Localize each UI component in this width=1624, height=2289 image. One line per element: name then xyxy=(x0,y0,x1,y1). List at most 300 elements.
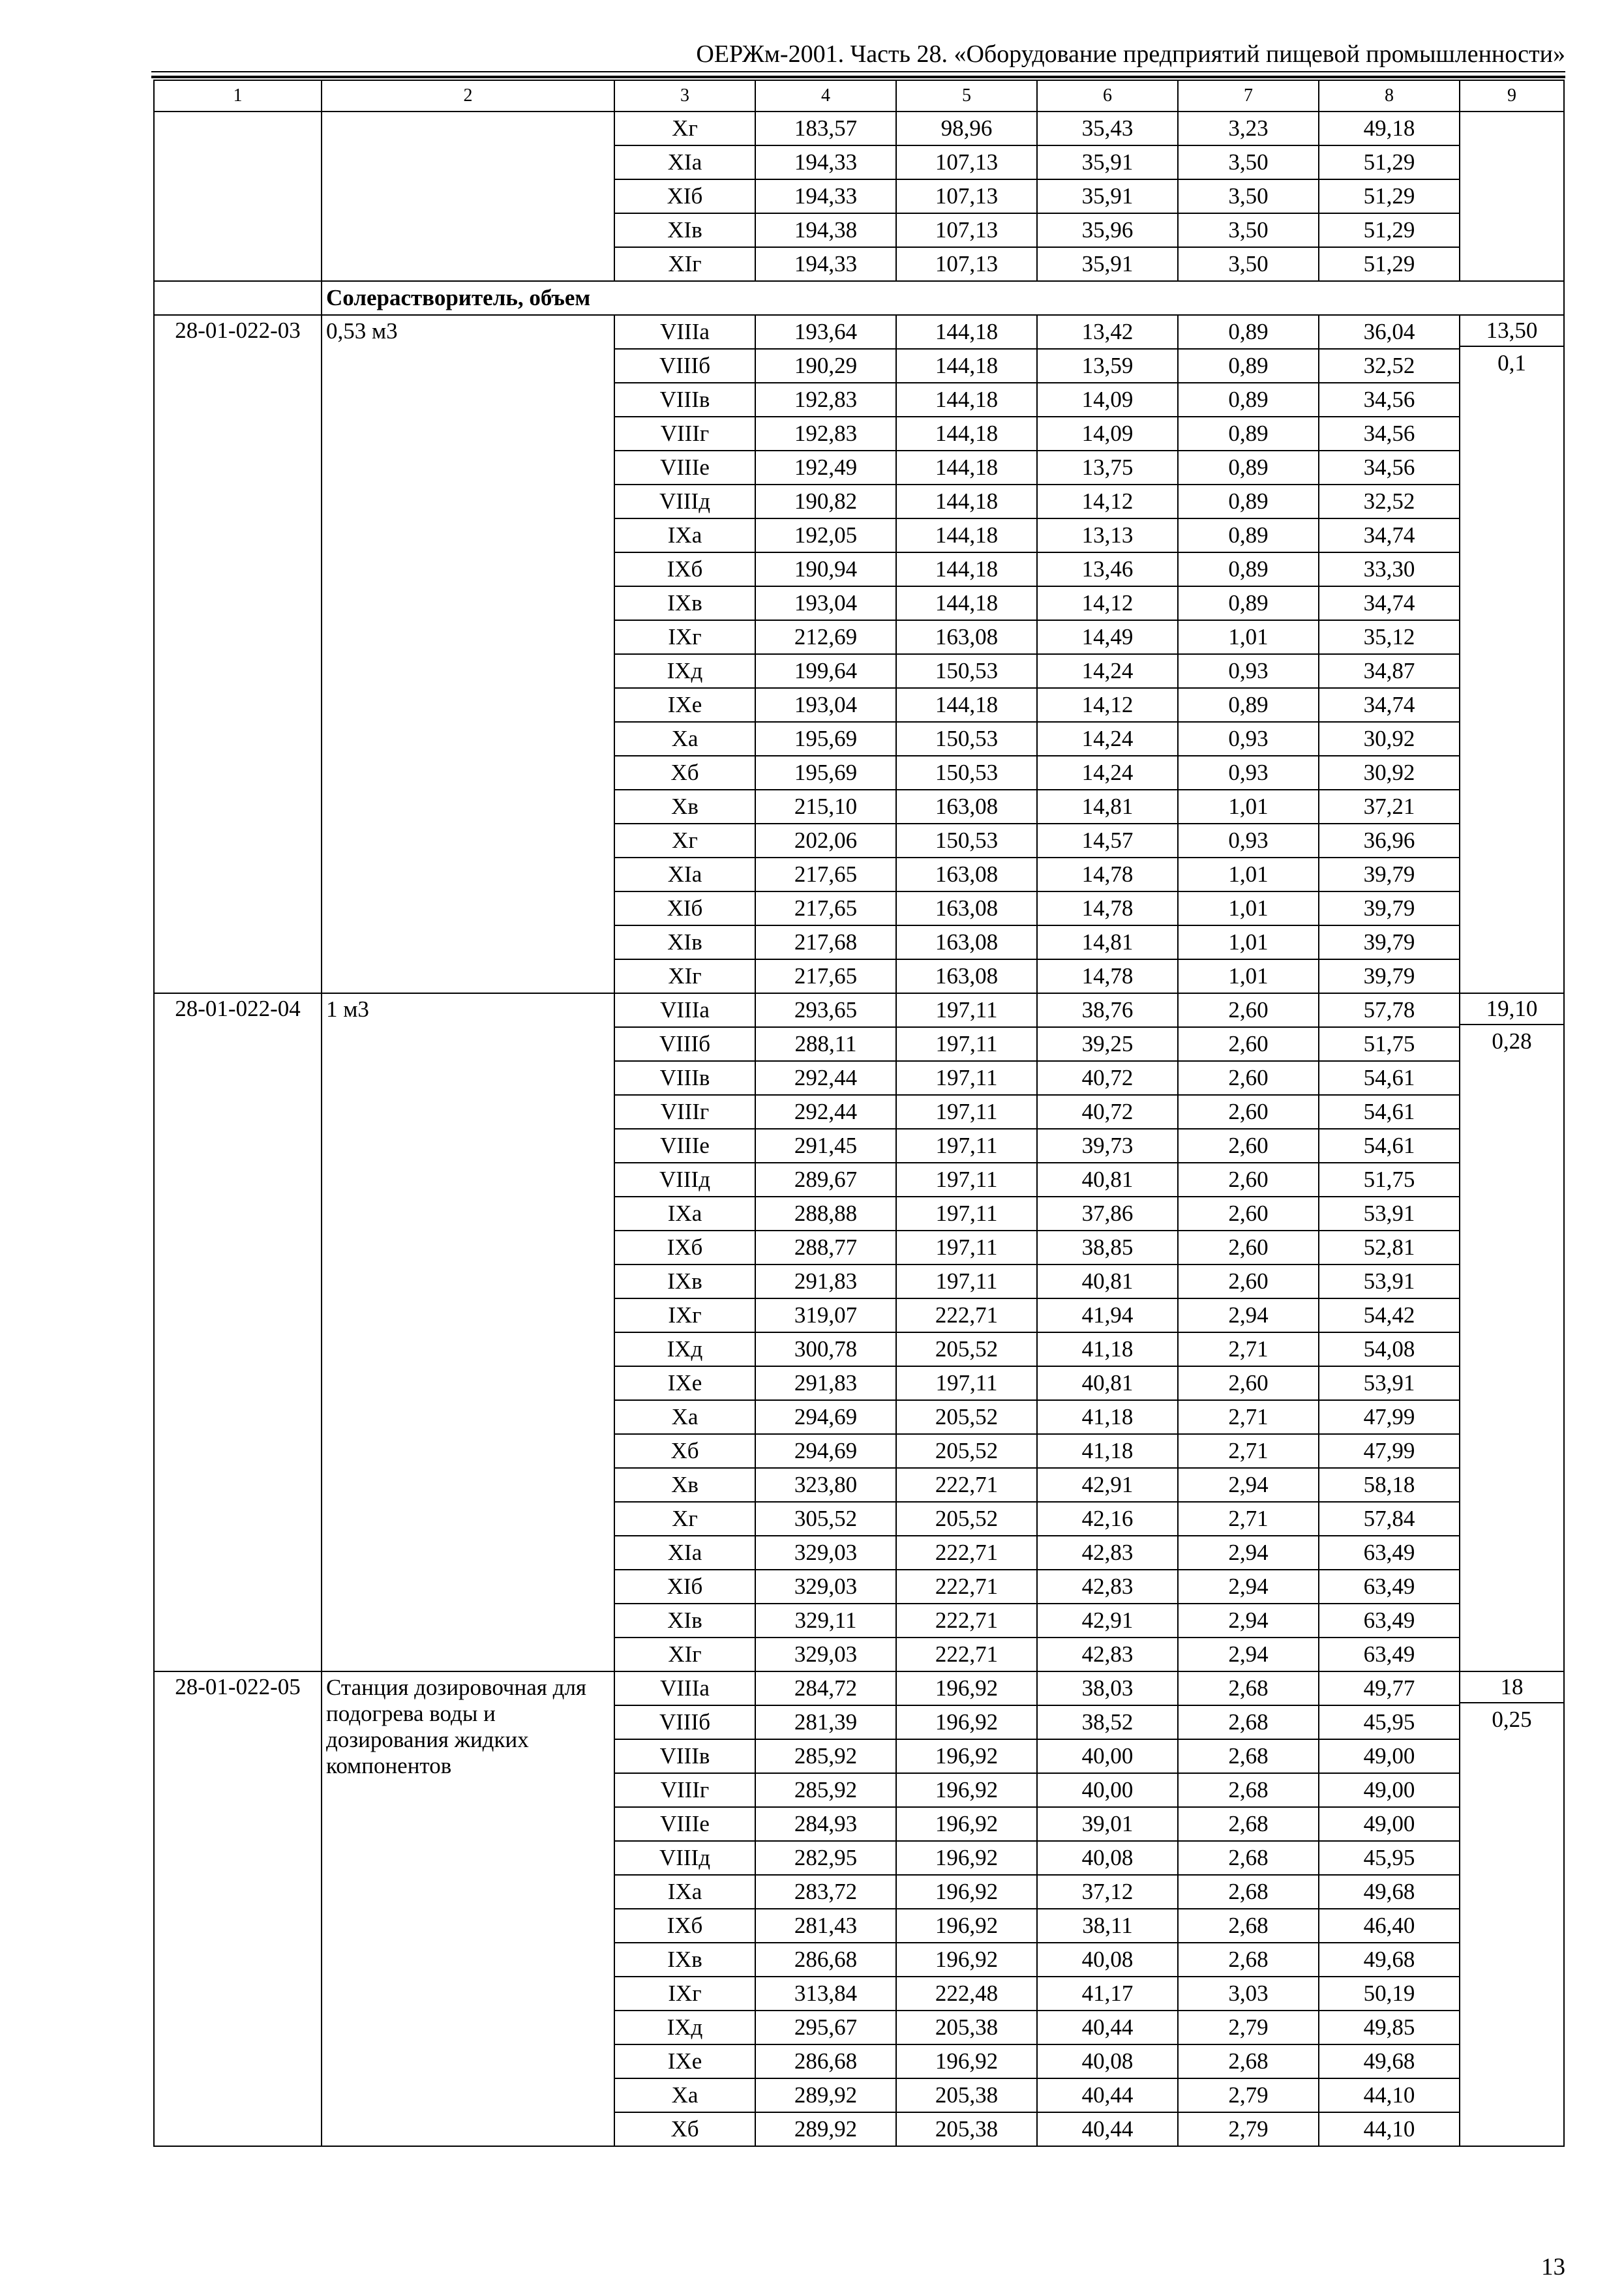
cell-region: Хв xyxy=(614,790,755,824)
cell-region: IXе xyxy=(614,1366,755,1400)
cell-machines: 40,08 xyxy=(1037,1841,1178,1875)
header-rule-thick xyxy=(151,76,1565,78)
cell-machinist-wages: 2,71 xyxy=(1178,1400,1319,1434)
cell-region: VIIIб xyxy=(614,1027,755,1061)
cell-total: 293,65 xyxy=(755,993,896,1027)
cell-total: 190,94 xyxy=(755,552,896,586)
cell-materials: 51,29 xyxy=(1319,179,1460,213)
cell-machinist-wages: 1,01 xyxy=(1178,925,1319,959)
cell-materials: 34,87 xyxy=(1319,654,1460,688)
cell-total: 195,69 xyxy=(755,756,896,790)
cell-materials: 39,79 xyxy=(1319,891,1460,925)
cell-wages: 222,71 xyxy=(896,1570,1037,1604)
cell-region: IXа xyxy=(614,518,755,552)
cell-machinist-wages: 2,68 xyxy=(1178,1841,1319,1875)
cell-wages: 197,11 xyxy=(896,1163,1037,1197)
cell-wages: 197,11 xyxy=(896,1197,1037,1231)
cell-machinist-wages: 0,89 xyxy=(1178,688,1319,722)
cell-wages: 107,13 xyxy=(896,179,1037,213)
cell-machinist-wages: 0,89 xyxy=(1178,383,1319,417)
cell-total: 288,11 xyxy=(755,1027,896,1061)
cell-wages: 197,11 xyxy=(896,993,1037,1027)
column-number-cell: 8 xyxy=(1319,80,1460,112)
cell-wages: 196,92 xyxy=(896,1841,1037,1875)
cell-total: 329,11 xyxy=(755,1604,896,1638)
column-number-cell: 9 xyxy=(1460,80,1564,112)
cell-machines: 39,01 xyxy=(1037,1807,1178,1841)
cell-machines: 14,24 xyxy=(1037,756,1178,790)
cell-wages: 205,52 xyxy=(896,1434,1037,1468)
cell-wages: 222,71 xyxy=(896,1604,1037,1638)
cell-region: XIв xyxy=(614,213,755,247)
cell-total: 288,88 xyxy=(755,1197,896,1231)
cell-materials: 49,00 xyxy=(1319,1807,1460,1841)
cell-materials: 54,08 xyxy=(1319,1332,1460,1366)
cell-materials: 47,99 xyxy=(1319,1400,1460,1434)
column-number-cell: 7 xyxy=(1178,80,1319,112)
cell-materials: 49,00 xyxy=(1319,1773,1460,1807)
cell-machines: 14,57 xyxy=(1037,824,1178,858)
cell-machines: 35,91 xyxy=(1037,247,1178,281)
column-number-cell: 4 xyxy=(755,80,896,112)
cell-machinist-wages: 0,89 xyxy=(1178,417,1319,451)
cell-machines: 14,81 xyxy=(1037,925,1178,959)
table-body xyxy=(154,80,1564,2146)
cell-region: VIIIе xyxy=(614,1129,755,1163)
col9-value-bottom: 0,1 xyxy=(1497,350,1526,376)
cell-machines: 41,18 xyxy=(1037,1400,1178,1434)
cell-total: 217,68 xyxy=(755,925,896,959)
cell-region: IXв xyxy=(614,1264,755,1298)
cell-total: 193,64 xyxy=(755,315,896,349)
cell-region: IXа xyxy=(614,1875,755,1909)
cell-wages: 98,96 xyxy=(896,112,1037,145)
cell-wages: 196,92 xyxy=(896,1875,1037,1909)
cell-total: 323,80 xyxy=(755,1468,896,1502)
cell-region: XIг xyxy=(614,959,755,993)
cell-materials: 34,74 xyxy=(1319,586,1460,620)
cell-wages: 163,08 xyxy=(896,790,1037,824)
cell-total: 192,83 xyxy=(755,417,896,451)
cell-region: VIIIа xyxy=(614,315,755,349)
cell-machinist-wages: 1,01 xyxy=(1178,959,1319,993)
cell-materials: 37,21 xyxy=(1319,790,1460,824)
cell-machines: 35,91 xyxy=(1037,145,1178,179)
cell-wages: 163,08 xyxy=(896,891,1037,925)
cell-total: 319,07 xyxy=(755,1298,896,1332)
cell-total: 282,95 xyxy=(755,1841,896,1875)
rates-table xyxy=(153,80,1565,2147)
cell-materials: 36,04 xyxy=(1319,315,1460,349)
cell-total: 194,33 xyxy=(755,145,896,179)
cell-machines: 14,24 xyxy=(1037,654,1178,688)
section-row xyxy=(154,281,1564,315)
cell-wages: 144,18 xyxy=(896,586,1037,620)
cell-wages: 222,71 xyxy=(896,1638,1037,1671)
cell-region: IXг xyxy=(614,1298,755,1332)
cell-materials: 30,92 xyxy=(1319,756,1460,790)
cell-materials: 63,49 xyxy=(1319,1570,1460,1604)
cell-machines: 14,09 xyxy=(1037,383,1178,417)
cell-total: 294,69 xyxy=(755,1400,896,1434)
cell-region: IXг xyxy=(614,620,755,654)
cell-wages: 144,18 xyxy=(896,552,1037,586)
cell-wages: 196,92 xyxy=(896,1705,1037,1739)
cell-region: IXг xyxy=(614,1977,755,2011)
cell-machinist-wages: 1,01 xyxy=(1178,858,1319,891)
cell-region: XIа xyxy=(614,145,755,179)
cell-materials: 49,00 xyxy=(1319,1739,1460,1773)
cell-machinist-wages: 3,50 xyxy=(1178,247,1319,281)
cell-total: 285,92 xyxy=(755,1739,896,1773)
cell-machinist-wages: 2,68 xyxy=(1178,1943,1319,1977)
cell-machinist-wages: 2,68 xyxy=(1178,1909,1319,1943)
cell-wages: 205,52 xyxy=(896,1332,1037,1366)
cell-machinist-wages: 0,93 xyxy=(1178,722,1319,756)
cell-region: IXб xyxy=(614,552,755,586)
cell-region: XIв xyxy=(614,925,755,959)
cell-name-empty xyxy=(322,112,614,281)
cell-machines: 40,00 xyxy=(1037,1773,1178,1807)
cell-region: Хг xyxy=(614,112,755,145)
cell-region: VIIIа xyxy=(614,993,755,1027)
cell-region: VIIIг xyxy=(614,417,755,451)
cell-wages: 197,11 xyxy=(896,1095,1037,1129)
cell-materials: 49,77 xyxy=(1319,1671,1460,1705)
col9-value-bottom: 0,28 xyxy=(1492,1028,1532,1054)
cell-machinist-wages: 1,01 xyxy=(1178,620,1319,654)
cell-machines: 40,08 xyxy=(1037,2044,1178,2078)
cell-total: 217,65 xyxy=(755,891,896,925)
col9-value-top: 19,10 xyxy=(1460,994,1563,1025)
cell-total: 193,04 xyxy=(755,688,896,722)
cell-machinist-wages: 2,60 xyxy=(1178,1027,1319,1061)
cell-machines: 35,96 xyxy=(1037,213,1178,247)
cell-machines: 14,12 xyxy=(1037,485,1178,518)
cell-total: 194,33 xyxy=(755,179,896,213)
column-number-cell: 3 xyxy=(614,80,755,112)
cell-machines: 14,49 xyxy=(1037,620,1178,654)
cell-region: IXб xyxy=(614,1909,755,1943)
cell-total: 305,52 xyxy=(755,1502,896,1536)
cell-materials: 30,92 xyxy=(1319,722,1460,756)
cell-wages: 196,92 xyxy=(896,1943,1037,1977)
table-row xyxy=(154,1671,1564,1705)
cell-col9-empty xyxy=(1460,112,1564,281)
cell-region: VIIIв xyxy=(614,383,755,417)
cell-total: 286,68 xyxy=(755,2044,896,2078)
cell-region: Хб xyxy=(614,756,755,790)
cell-region: XIб xyxy=(614,891,755,925)
cell-machinist-wages: 2,60 xyxy=(1178,1061,1319,1095)
cell-wages: 197,11 xyxy=(896,1027,1037,1061)
cell-total: 195,69 xyxy=(755,722,896,756)
cell-machines: 37,86 xyxy=(1037,1197,1178,1231)
cell-machinist-wages: 2,60 xyxy=(1178,1264,1319,1298)
cell-materials: 46,40 xyxy=(1319,1909,1460,1943)
cell-total: 284,93 xyxy=(755,1807,896,1841)
cell-machinist-wages: 2,94 xyxy=(1178,1298,1319,1332)
cell-wages: 196,92 xyxy=(896,1671,1037,1705)
cell-region: IXд xyxy=(614,2011,755,2044)
cell-wages: 205,52 xyxy=(896,1400,1037,1434)
cell-wages: 144,18 xyxy=(896,349,1037,383)
cell-materials: 58,18 xyxy=(1319,1468,1460,1502)
cell-machinist-wages: 0,89 xyxy=(1178,552,1319,586)
cell-materials: 39,79 xyxy=(1319,858,1460,891)
cell-region: Хг xyxy=(614,1502,755,1536)
cell-region: Ха xyxy=(614,1400,755,1434)
cell-wages: 163,08 xyxy=(896,858,1037,891)
cell-total: 292,44 xyxy=(755,1095,896,1129)
cell-region: VIIIе xyxy=(614,1807,755,1841)
cell-machines: 39,25 xyxy=(1037,1027,1178,1061)
cell-wages: 197,11 xyxy=(896,1129,1037,1163)
cell-machines: 13,46 xyxy=(1037,552,1178,586)
cell-total: 215,10 xyxy=(755,790,896,824)
cell-machinist-wages: 2,60 xyxy=(1178,1129,1319,1163)
cell-materials: 54,42 xyxy=(1319,1298,1460,1332)
cell-wages: 197,11 xyxy=(896,1366,1037,1400)
cell-machines: 14,78 xyxy=(1037,858,1178,891)
cell-materials: 54,61 xyxy=(1319,1129,1460,1163)
cell-region: Ха xyxy=(614,2078,755,2112)
cell-machinist-wages: 3,50 xyxy=(1178,179,1319,213)
cell-region: XIв xyxy=(614,1604,755,1638)
cell-machinist-wages: 2,79 xyxy=(1178,2078,1319,2112)
cell-wages: 150,53 xyxy=(896,756,1037,790)
cell-total: 292,44 xyxy=(755,1061,896,1095)
cell-wages: 205,38 xyxy=(896,2078,1037,2112)
cell-machinist-wages: 0,89 xyxy=(1178,518,1319,552)
col9-value-top: 13,50 xyxy=(1460,316,1563,347)
cell-total: 192,49 xyxy=(755,451,896,485)
cell-machines: 41,18 xyxy=(1037,1332,1178,1366)
cell-machinist-wages: 2,94 xyxy=(1178,1468,1319,1502)
cell-machines: 40,81 xyxy=(1037,1163,1178,1197)
cell-materials: 32,52 xyxy=(1319,349,1460,383)
cell-wages: 107,13 xyxy=(896,213,1037,247)
cell-machines: 40,44 xyxy=(1037,2078,1178,2112)
cell-materials: 49,68 xyxy=(1319,1875,1460,1909)
cell-materials: 44,10 xyxy=(1319,2112,1460,2146)
cell-wages: 107,13 xyxy=(896,247,1037,281)
cell-materials: 47,99 xyxy=(1319,1434,1460,1468)
cell-code-empty xyxy=(154,112,322,281)
cell-machines: 40,44 xyxy=(1037,2011,1178,2044)
cell-machinist-wages: 2,79 xyxy=(1178,2112,1319,2146)
cell-region: XIг xyxy=(614,1638,755,1671)
cell-machines: 14,78 xyxy=(1037,891,1178,925)
cell-materials: 54,61 xyxy=(1319,1095,1460,1129)
cell-machinist-wages: 2,68 xyxy=(1178,1773,1319,1807)
col9-value-bottom: 0,25 xyxy=(1492,1707,1532,1732)
cell-machinist-wages: 2,68 xyxy=(1178,1875,1319,1909)
cell-wages: 222,48 xyxy=(896,1977,1037,2011)
cell-materials: 49,18 xyxy=(1319,112,1460,145)
cell-total: 286,68 xyxy=(755,1943,896,1977)
cell-materials: 34,56 xyxy=(1319,383,1460,417)
cell-machines: 40,00 xyxy=(1037,1739,1178,1773)
cell-machinist-wages: 0,93 xyxy=(1178,654,1319,688)
cell-materials: 49,68 xyxy=(1319,1943,1460,1977)
cell-wages: 144,18 xyxy=(896,315,1037,349)
cell-total: 288,77 xyxy=(755,1231,896,1264)
cell-machines: 14,24 xyxy=(1037,722,1178,756)
cell-machinist-wages: 2,94 xyxy=(1178,1570,1319,1604)
cell-region: IXе xyxy=(614,688,755,722)
cell-machinist-wages: 2,71 xyxy=(1178,1332,1319,1366)
cell-machines: 42,16 xyxy=(1037,1502,1178,1536)
cell-total: 281,39 xyxy=(755,1705,896,1739)
cell-total: 190,82 xyxy=(755,485,896,518)
cell-region: IXд xyxy=(614,1332,755,1366)
cell-materials: 54,61 xyxy=(1319,1061,1460,1095)
cell-machines: 14,12 xyxy=(1037,688,1178,722)
cell-region: XIб xyxy=(614,1570,755,1604)
item-name: 0,53 м3 xyxy=(322,315,614,993)
cell-total: 295,67 xyxy=(755,2011,896,2044)
cell-machinist-wages: 3,50 xyxy=(1178,145,1319,179)
cell-machinist-wages: 2,94 xyxy=(1178,1536,1319,1570)
cell-machines: 13,59 xyxy=(1037,349,1178,383)
cell-wages: 144,18 xyxy=(896,485,1037,518)
cell-machinist-wages: 2,79 xyxy=(1178,2011,1319,2044)
cell-wages: 197,11 xyxy=(896,1264,1037,1298)
cell-wages: 196,92 xyxy=(896,1773,1037,1807)
cell-wages: 144,18 xyxy=(896,417,1037,451)
cell-wages: 150,53 xyxy=(896,654,1037,688)
cell-total: 291,83 xyxy=(755,1264,896,1298)
cell-machines: 38,11 xyxy=(1037,1909,1178,1943)
cell-region: Хб xyxy=(614,2112,755,2146)
cell-region: VIIIд xyxy=(614,485,755,518)
cell-total: 291,45 xyxy=(755,1129,896,1163)
cell-machines: 38,76 xyxy=(1037,993,1178,1027)
item-col9 xyxy=(1460,315,1564,993)
cell-materials: 49,68 xyxy=(1319,2044,1460,2078)
cell-machinist-wages: 0,89 xyxy=(1178,586,1319,620)
cell-materials: 51,75 xyxy=(1319,1163,1460,1197)
cell-region: XIа xyxy=(614,1536,755,1570)
cell-total: 217,65 xyxy=(755,858,896,891)
cell-materials: 51,29 xyxy=(1319,247,1460,281)
cell-wages: 222,71 xyxy=(896,1536,1037,1570)
cell-machines: 42,83 xyxy=(1037,1536,1178,1570)
cell-machinist-wages: 3,50 xyxy=(1178,213,1319,247)
cell-materials: 35,12 xyxy=(1319,620,1460,654)
cell-total: 192,05 xyxy=(755,518,896,552)
cell-machinist-wages: 0,93 xyxy=(1178,824,1319,858)
cell-wages: 196,92 xyxy=(896,2044,1037,2078)
cell-machines: 37,12 xyxy=(1037,1875,1178,1909)
cell-total: 300,78 xyxy=(755,1332,896,1366)
column-number-cell: 6 xyxy=(1037,80,1178,112)
cell-machinist-wages: 2,71 xyxy=(1178,1502,1319,1536)
cell-region: Ха xyxy=(614,722,755,756)
cell-materials: 33,30 xyxy=(1319,552,1460,586)
item-code: 28-01-022-04 xyxy=(154,993,322,1671)
cell-machines: 40,81 xyxy=(1037,1366,1178,1400)
cell-wages: 107,13 xyxy=(896,145,1037,179)
cell-machines: 41,17 xyxy=(1037,1977,1178,2011)
cell-machinist-wages: 2,60 xyxy=(1178,993,1319,1027)
cell-machines: 38,03 xyxy=(1037,1671,1178,1705)
column-number-cell: 5 xyxy=(896,80,1037,112)
cell-machinist-wages: 3,03 xyxy=(1178,1977,1319,2011)
cell-materials: 53,91 xyxy=(1319,1197,1460,1231)
cell-materials: 63,49 xyxy=(1319,1604,1460,1638)
cell-total: 281,43 xyxy=(755,1909,896,1943)
cell-region: Хг xyxy=(614,824,755,858)
cell-region: VIIIд xyxy=(614,1163,755,1197)
cell-machinist-wages: 0,89 xyxy=(1178,315,1319,349)
cell-total: 291,83 xyxy=(755,1366,896,1400)
cell-total: 283,72 xyxy=(755,1875,896,1909)
header-rule xyxy=(151,71,1565,72)
cell-machines: 14,12 xyxy=(1037,586,1178,620)
cell-region: VIIIе xyxy=(614,451,755,485)
cell-machines: 35,43 xyxy=(1037,112,1178,145)
cell-materials: 57,84 xyxy=(1319,1502,1460,1536)
cell-machinist-wages: 2,60 xyxy=(1178,1197,1319,1231)
cell-machinist-wages: 0,89 xyxy=(1178,349,1319,383)
cell-machinist-wages: 2,68 xyxy=(1178,1671,1319,1705)
cell-machines: 42,91 xyxy=(1037,1604,1178,1638)
cell-total: 285,92 xyxy=(755,1773,896,1807)
cell-wages: 222,71 xyxy=(896,1468,1037,1502)
cell-machines: 14,81 xyxy=(1037,790,1178,824)
cell-machines: 42,91 xyxy=(1037,1468,1178,1502)
cell-materials: 39,79 xyxy=(1319,959,1460,993)
column-number-cell: 1 xyxy=(154,80,322,112)
cell-machinist-wages: 2,68 xyxy=(1178,1739,1319,1773)
cell-wages: 144,18 xyxy=(896,518,1037,552)
cell-region: VIIIб xyxy=(614,1705,755,1739)
cell-region: IXд xyxy=(614,654,755,688)
cell-wages: 222,71 xyxy=(896,1298,1037,1332)
cell-materials: 57,78 xyxy=(1319,993,1460,1027)
cell-wages: 197,11 xyxy=(896,1061,1037,1095)
cell-materials: 52,81 xyxy=(1319,1231,1460,1264)
table-row xyxy=(154,993,1564,1027)
cell-wages: 150,53 xyxy=(896,824,1037,858)
cell-machinist-wages: 0,89 xyxy=(1178,485,1319,518)
cell-region: IXв xyxy=(614,1943,755,1977)
cell-machinist-wages: 0,89 xyxy=(1178,451,1319,485)
cell-region: IXе xyxy=(614,2044,755,2078)
cell-machinist-wages: 2,60 xyxy=(1178,1366,1319,1400)
cell-total: 329,03 xyxy=(755,1570,896,1604)
cell-machinist-wages: 2,60 xyxy=(1178,1095,1319,1129)
cell-region: Хв xyxy=(614,1468,755,1502)
cell-total: 289,67 xyxy=(755,1163,896,1197)
column-number-cell: 2 xyxy=(322,80,614,112)
cell-machines: 40,72 xyxy=(1037,1095,1178,1129)
cell-wages: 205,38 xyxy=(896,2112,1037,2146)
cell-wages: 196,92 xyxy=(896,1739,1037,1773)
cell-region: VIIIв xyxy=(614,1061,755,1095)
item-code: 28-01-022-05 xyxy=(154,1671,322,2146)
cell-total: 289,92 xyxy=(755,2112,896,2146)
cell-machinist-wages: 2,60 xyxy=(1178,1163,1319,1197)
cell-machinist-wages: 1,01 xyxy=(1178,891,1319,925)
cell-wages: 163,08 xyxy=(896,620,1037,654)
cell-total: 289,92 xyxy=(755,2078,896,2112)
cell-region: VIIIа xyxy=(614,1671,755,1705)
item-name: Станция дозировочная для подогрева воды и дозирования жидких компонентов xyxy=(322,1671,614,2146)
cell-wages: 144,18 xyxy=(896,451,1037,485)
